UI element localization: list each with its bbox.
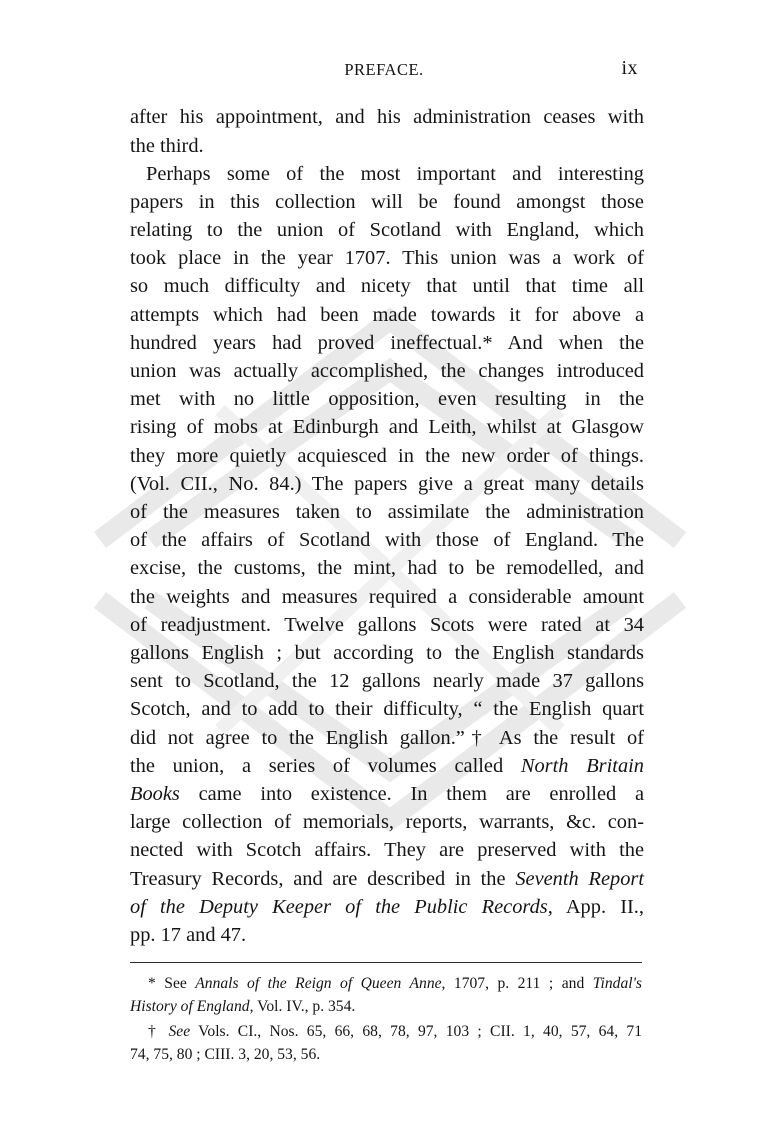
text-line: met with no little opposition, even resulting in the — [130, 388, 644, 410]
footnote-line: 74, 75, 80 ; CIII. 3, 20, 53, 56. — [130, 1046, 321, 1063]
text-line: so much difficulty and nicety that until that time all — [130, 275, 644, 297]
text-line: (Vol. CII., No. 84.) The papers give a great many details — [130, 473, 644, 495]
text-line: gallons English ; but according to the English standards — [130, 642, 644, 664]
text-line: union was actually accomplished, the changes introduced — [130, 360, 644, 382]
text-line: excise, the customs, the mint, had to be remodelled, and — [130, 557, 644, 579]
text-line: the union, a series of volumes called North Britain — [130, 755, 645, 777]
text-line: rising of mobs at Edinburgh and Leith, whilst at Glasgow — [130, 416, 644, 438]
footnote-line: † See Vols. CI., Nos. 65, 66, 68, 78, 97, 103 ; CII. 1, 40, 57, 64, 71 — [148, 1023, 642, 1040]
text-line: of the measures taken to assimilate the administration — [130, 501, 644, 523]
text-line: relating to the union of Scotland with England, which — [130, 219, 644, 241]
text-line: pp. 17 and 47. — [130, 924, 247, 946]
footnote-line: History of England, Vol. IV., p. 354. — [130, 998, 356, 1015]
footnote-line: * See Annals of the Reign of Queen Anne, 1707, p. 211 ; and Tindal's — [148, 975, 642, 992]
footnote-rule — [130, 962, 642, 963]
page-number: ix — [621, 57, 638, 79]
text-line: hundred years had proved ineffectual.* And when the — [130, 332, 644, 354]
text-line: Scotch, and to add to their difficulty, “ the English quart — [130, 698, 644, 720]
text-line: of readjustment. Twelve gallons Scots were rated at 34 — [130, 614, 644, 636]
text-line: Perhaps some of the most important and interesting — [146, 163, 644, 185]
text-line: did not agree to the English gallon.”† As the result of — [130, 727, 644, 749]
running-header — [130, 57, 638, 86]
text-line: sent to Scotland, the 12 gallons nearly made 37 gallons — [130, 670, 644, 692]
text-line: of the affairs of Scotland with those of England. The — [130, 529, 644, 551]
text-line: took place in the year 1707. This union was a work of — [130, 247, 644, 269]
text-line: nected with Scotch affairs. They are preserved with the — [130, 839, 644, 861]
text-line: large collection of memorials, reports, warrants, &c. con- — [130, 811, 644, 833]
text-line: Books came into existence. In them are enrolled a — [130, 783, 644, 805]
text-line: Treasury Records, and are described in the Seventh Report — [130, 868, 645, 890]
text-line: they more quietly acquiesced in the new order of things. — [130, 445, 644, 467]
text-line: papers in this collection will be found amongst those — [130, 191, 644, 213]
text-line: attempts which had been made towards it for above a — [130, 304, 644, 326]
running-title: PREFACE. — [344, 60, 424, 79]
text-line: the third. — [130, 135, 204, 157]
text-line: the weights and measures required a considerable amount — [130, 586, 644, 608]
text-line: of the Deputy Keeper of the Public Records, App. II., — [130, 896, 644, 918]
text-line: after his appointment, and his administration ceases with — [130, 106, 644, 128]
